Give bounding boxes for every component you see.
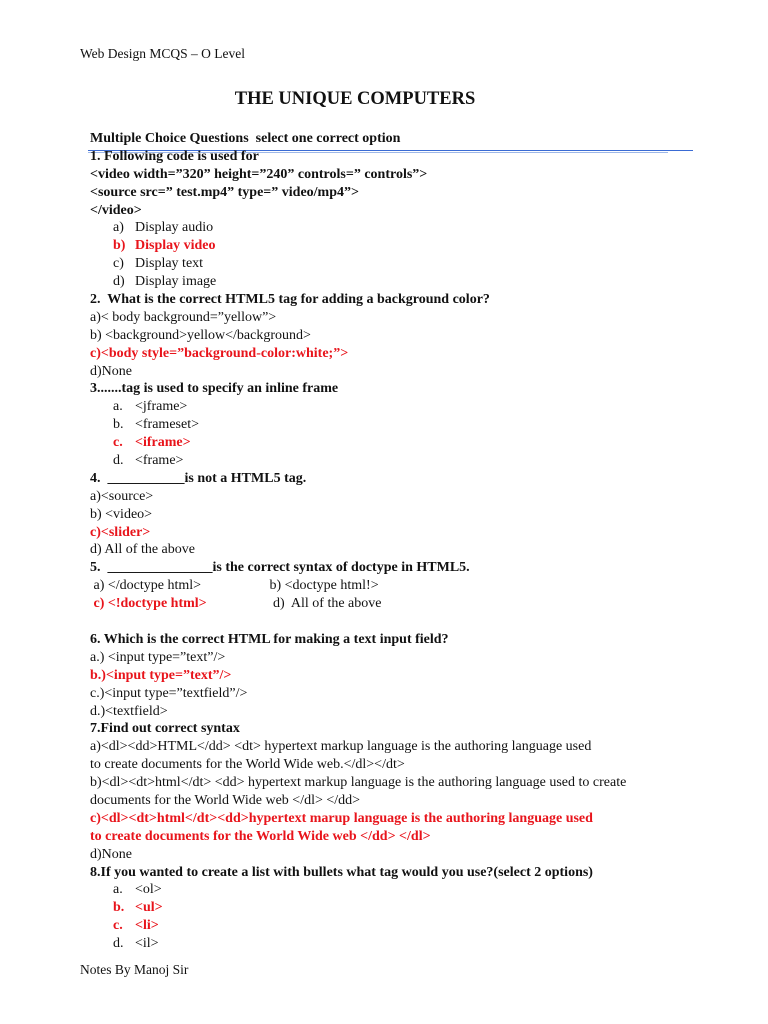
q8-option-b-correct: b. <ul>: [113, 900, 163, 916]
q5-options-row-2: [90, 595, 730, 613]
q3-option-b: b. <frameset>: [113, 417, 199, 433]
q6-stem: 6. Which is the correct HTML for making a text input field?: [90, 631, 449, 647]
q7-option-c-correct-cont: to create documents for the World Wide web </dd> </dl>: [90, 828, 431, 844]
q4-option-c-correct: c)<slider>: [90, 524, 151, 540]
q5-option-d: d) All of the above: [273, 596, 382, 612]
q1-option-d: d) Display image: [113, 274, 217, 290]
q7-stem: 7.Find out correct syntax: [90, 721, 240, 737]
q8-option-d: d. <il>: [113, 936, 159, 952]
q1-code-line: <video width=”320” height=”240” controls=” controls”>: [90, 166, 428, 182]
q2-option-c-correct: c)<body style=”background-color:white;”>: [90, 345, 349, 361]
q5-options-row-1: [90, 577, 730, 595]
q4-option-d: d) All of the above: [90, 542, 195, 558]
q3-option-c-correct: c. <iframe>: [113, 435, 191, 451]
q1-option-a: a) Display audio: [113, 220, 214, 236]
q2-stem: 2. What is the correct HTML5 tag for adding a background color?: [90, 292, 490, 308]
q2-option-d: d)None: [90, 363, 132, 379]
q3-option-d: d. <frame>: [113, 453, 184, 469]
q2-option-a: a)< body background=”yellow”>: [90, 309, 277, 325]
q8-option-a: a. <ol>: [113, 882, 162, 898]
page-footer: Notes By Manoj Sir: [80, 962, 189, 977]
q6-option-b-correct: b.)<input type=”text”/>: [90, 667, 232, 683]
q8-option-c-correct: c. <li>: [113, 918, 159, 934]
q5-stem: 5. _______________is the correct syntax of doctype in HTML5.: [90, 560, 470, 576]
q5-option-a: a) </doctype html>: [93, 578, 202, 594]
q3-stem: 3.......tag is used to specify an inline frame: [90, 381, 339, 397]
q1-option-c: c) Display text: [113, 256, 204, 272]
mcq-content: [90, 130, 730, 953]
q6-option-d: d.)<textfield>: [90, 703, 168, 719]
q1-code-line: <source src=” test.mp4” type=” video/mp4”>: [90, 184, 359, 200]
q1-option-b-correct: b) Display video: [113, 238, 216, 254]
q1-stem: 1. Following code is used for: [90, 148, 259, 164]
q7-option-a-cont: to create documents for the World Wide web.</dl></dt>: [90, 757, 405, 773]
q1-code-line: </video>: [90, 202, 142, 218]
q7-option-b-cont: documents for the World Wide web </dl> </dd>: [90, 792, 361, 808]
q5-option-b: b) <doctype html!>: [269, 578, 379, 594]
q6-option-c: c.)<input type=”textfield”/>: [90, 685, 248, 701]
page-title: THE UNIQUE COMPUTERS: [234, 89, 476, 109]
q5-option-c-correct: c) <!doctype html>: [93, 596, 207, 612]
q4-option-b: b) <video>: [90, 506, 153, 522]
q6-option-a: a.) <input type=”text”/>: [90, 649, 226, 665]
q4-option-a: a)<source>: [90, 488, 154, 504]
q8-stem: 8.If you wanted to create a list with bullets what tag would you use?(select 2 options): [90, 864, 593, 880]
q2-option-b: b) <background>yellow</background>: [90, 327, 311, 343]
q4-stem: 4. ___________is not a HTML5 tag.: [90, 470, 307, 486]
section-subtitle: Multiple Choice Questions select one correct option: [90, 131, 401, 146]
q7-option-d: d)None: [90, 846, 132, 862]
q7-option-a: a)<dl><dd>HTML</dd> <dt> hypertext markup language is the authoring language used: [90, 739, 592, 755]
q7-option-c-correct: c)<dl><dt>html</dt><dd>hypertext marup language is the authoring language used: [90, 810, 593, 826]
q7-option-b: b)<dl><dt>html</dt> <dd> hypertext markup language is the authoring language used to create: [90, 775, 627, 791]
page-header: Web Design MCQS – O Level: [80, 46, 246, 61]
q3-option-a: a. <jframe>: [113, 399, 188, 415]
